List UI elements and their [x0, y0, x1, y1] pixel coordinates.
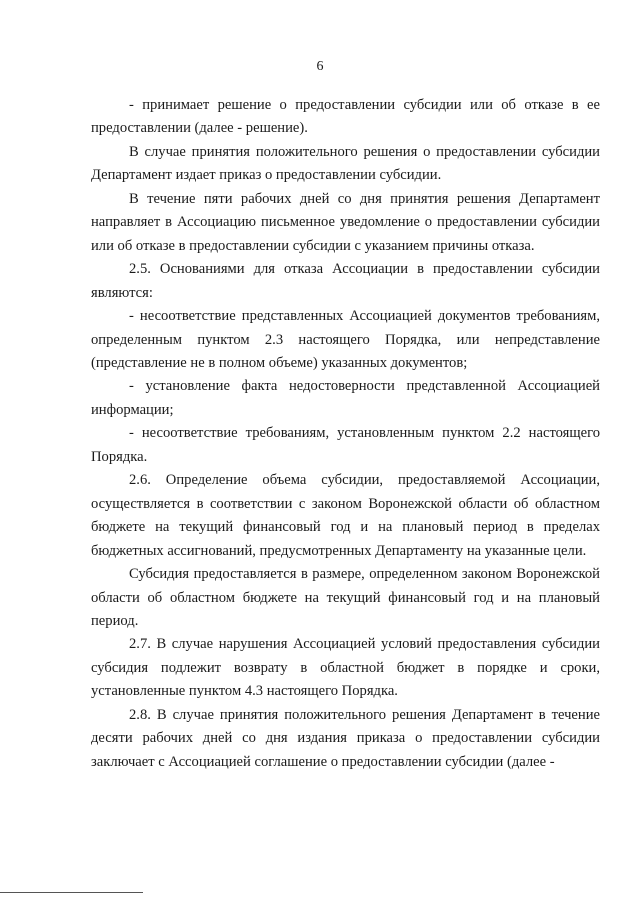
page-number: 6 [316, 59, 324, 74]
paragraph-2-5: 2.5. Основаниями для отказа Ассоциации в предоставлении субсидии являются: [91, 261, 600, 301]
paragraph-notification: В течение пяти рабочих дней со дня принятия решения Департамент направляет в Ассоциацию письменное уведомление о предоставлении субсидии или об отказе в предоставлении субсидии с указанием причины отказа. [91, 190, 600, 254]
paragraph-2-7: 2.7. В случае нарушения Ассоциацией условий предоставления субсидии субсидия подлежит возврату в областной бюджет в порядке и сроки, установленные пунктом 4.3 настоящего Порядка. [91, 636, 600, 700]
paragraph-2-6: 2.6. Определение объема субсидии, предоставляемой Ассоциации, осуществляется в соответствии с законом Воронежской области об областном бюджете на текущий финансовый год и на плановый период в пределах бюджетных ассигнований, предусмотренных Департаменту на указанные цели. [91, 472, 600, 559]
footer-divider [0, 892, 143, 893]
document-body [91, 94, 600, 774]
paragraph-2-8: 2.8. В случае принятия положительного решения Департамент в течение десяти рабочих дней со дня издания приказа о предоставлении субсидии заключает с Ассоциацией соглашение о предоставлении субсидии (далее - [91, 706, 600, 770]
paragraph-subsidy-amount: Субсидия предоставляется в размере, определенном законом Воронежской области об областном бюджете на текущий финансовый год и на плановый период. [91, 566, 600, 629]
paragraph-2-5-item-2: - установление факта недостоверности представленной Ассоциацией информации; [91, 378, 600, 418]
paragraph-positive-decision: В случае принятия положительного решения о предоставлении субсидии Департамент издает приказ о предоставлении субсидии. [91, 143, 600, 184]
paragraph-2-5-item-3: - несоответствие требованиям, установленным пунктом 2.2 настоящего Порядка. [91, 425, 600, 465]
paragraph-decision: - принимает решение о предоставлении субсидии или об отказе в ее предоставлении (далее - решение). [91, 97, 600, 137]
paragraph-2-5-item-1: - несоответствие представленных Ассоциацией документов требованиям, определенным пунктом 2.3 настоящего Порядка, или непредставление (представление не в полном объеме) указанных документов; [91, 308, 600, 371]
